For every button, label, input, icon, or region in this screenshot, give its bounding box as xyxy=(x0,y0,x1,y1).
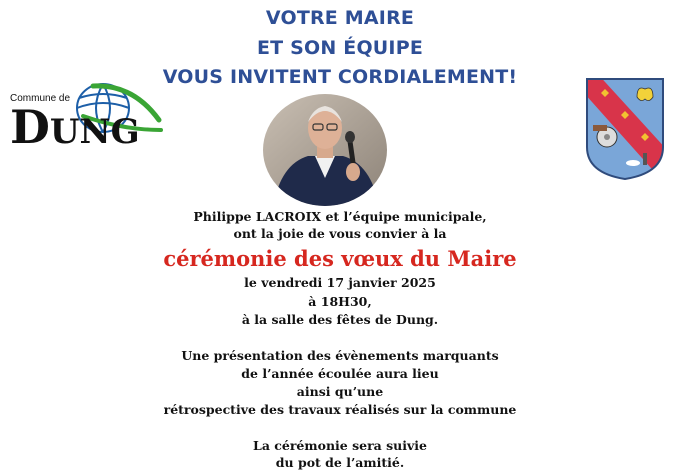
mayor-portrait xyxy=(263,94,387,206)
presentation-line-1: Une présentation des évènements marquants xyxy=(181,348,499,363)
headline-line-2: ET SON ÉQUIPE xyxy=(256,37,424,59)
event-time: à 18H30, xyxy=(308,294,372,309)
headline-line-1: VOTRE MAIRE xyxy=(265,7,415,29)
coat-of-arms xyxy=(585,77,665,181)
presentation-line-2: de l’année écoulée aura lieu xyxy=(241,366,439,381)
event-date: le vendredi 17 janvier 2025 xyxy=(244,275,436,290)
logo-letters-ung: UNG xyxy=(49,112,140,152)
intro-line-2: ont la joie de vous convier à la xyxy=(233,226,447,241)
intro-line-1: Philippe LACROIX et l’équipe municipale, xyxy=(193,209,487,224)
event-title: cérémonie des vœux du Maire xyxy=(163,246,517,271)
logo-wordmark xyxy=(10,100,140,154)
logo-letter-d: D xyxy=(10,100,50,154)
presentation-line-4: rétrospective des travaux réalisés sur la commune xyxy=(163,402,517,417)
commune-logo xyxy=(8,80,163,158)
presentation-line-3: ainsi qu’une xyxy=(296,384,384,399)
event-place: à la salle des fêtes de Dung. xyxy=(241,312,439,327)
headline-line-3: VOUS INVITENT CORDIALEMENT! xyxy=(162,66,518,88)
logo-caption: Commune de xyxy=(10,93,71,104)
closing-line-1: La cérémonie sera suivie xyxy=(253,438,427,453)
closing-line-2: du pot de l’amitié. xyxy=(275,455,405,470)
